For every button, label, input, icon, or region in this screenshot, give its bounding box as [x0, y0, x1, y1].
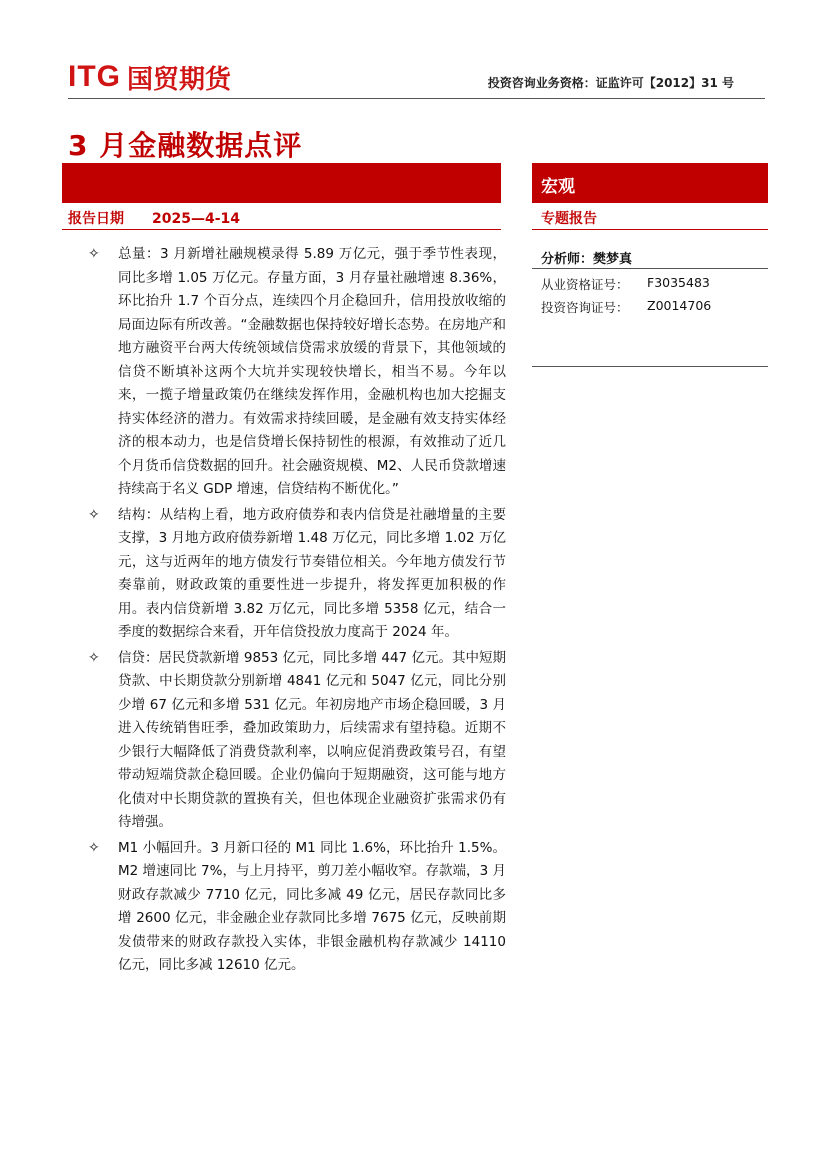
report-title: 3 月金融数据点评 [68, 129, 303, 162]
logo-itg-text: ITG [68, 60, 121, 93]
header-divider [68, 98, 765, 99]
cert2-label: 投资咨询证号： [541, 300, 629, 315]
diamond-bullet-icon: ✧ [88, 649, 100, 666]
sidebar-divider [532, 366, 768, 367]
diamond-bullet-icon: ✧ [88, 839, 100, 856]
category-label: 宏观 [541, 177, 575, 197]
cert1-label: 从业资格证号： [541, 277, 629, 292]
date-divider [62, 229, 501, 230]
report-date [68, 208, 240, 228]
report-date-value: 2025—4-14 [152, 211, 240, 227]
logo-company-name: 国贸期货 [127, 64, 232, 95]
diamond-bullet-icon: ✧ [88, 506, 100, 523]
report-body [86, 243, 506, 980]
bullet-item-structure [86, 504, 506, 645]
analyst-name: 分析师：樊梦真 [541, 252, 633, 267]
analyst-divider [532, 268, 768, 269]
type-divider [532, 229, 768, 230]
bullet-item-m1 [86, 837, 506, 978]
paragraph-m1: M1 小幅回升。3 月新口径的 M1 同比 1.6%，环比抬升 1.5%。M2 增速同比 7%，与上月持平，剪刀差小幅收窄。存款端，3 月财政存款减少 7710 亿元，同比多减 49 亿元，居民存款同比多增 2600 亿元，非金融企业存款同比多增 7675 亿元，反映前期发债带来的财政存款投入实体，非银金融机构存款减少 14110 亿元，同比多减 12610 亿元。 [118, 839, 506, 973]
bullet-item-credit [86, 647, 506, 835]
bullet-item-total [86, 243, 506, 502]
cert1-value: F3035483 [647, 275, 710, 290]
paragraph-structure: 结构：从结构上看，地方政府债券和表内信贷是社融增量的主要支撑，3 月地方政府债券新增 1.48 万亿元，同比多增 1.02 万亿元，这与近两年的地方债发行节奏错位相关。今年地方债发行节奏靠前，财政政策的重要性进一步提升，将发挥更加积极的作用。表内信贷新增 3.82 万亿元，同比多增 5358 亿元，结合一季度的数据综合来看，开年信贷投放力度高于 2024 年。 [118, 506, 506, 640]
company-logo [68, 60, 231, 94]
report-date-label: 报告日期 [68, 211, 124, 227]
title-bar-left [62, 163, 501, 203]
cert2-value: Z0014706 [647, 298, 712, 313]
diamond-bullet-icon: ✧ [88, 246, 100, 262]
paragraph-total: 总量：3 月新增社融规模录得 5.89 万亿元，强于季节性表现，同比多增 1.05 万亿元。存量方面，3 月存量社融增速 8.36%，环比抬升 1.7 个百分点，连续四个月企稳回升，信用投放收缩的局面边际有所改善。“金融数据也保持较好增长态势。在房地产和地方融资平台两大传统领域信贷需求放缓的背景下，其他领域的信贷不断填补这两个大坑并实现较快增长，相当不易。今年以来，一揽子增量政策仍在继续发挥作用，金融机构也加大挖掘支持实体经济的潜力。有效需求持续回暖，是金融有效支持实体经济的根本动力，也是信贷增长保持韧性的根源，有效推动了近几个月货币信贷数据的回升。社会融资规模、M2、人民币贷款增速持续高于名义 GDP 增速，信贷结构不断优化。” [118, 246, 506, 497]
qualification-text: 投资咨询业务资格：证监许可【2012】31 号 [487, 76, 734, 90]
cert-row-advisory [541, 298, 712, 316]
cert-row-qualification [541, 275, 710, 293]
paragraph-credit: 信贷：居民贷款新增 9853 亿元，同比多增 447 亿元。其中短期贷款、中长期贷款分别新增 4841 亿元和 5047 亿元，同比分别少增 67 亿元和多增 531 亿元。年初房地产市场企稳回暖，3 月进入传统销售旺季，叠加政策助力，后续需求有望持稳。近期不少银行大幅降低了消费贷款利率，以响应促消费政策号召，有望带动短端贷款企稳回暖。企业仍偏向于短期融资，这可能与地方化债对中长期贷款的置换有关，但也体现企业融资扩张需求仍有待增强。 [118, 649, 506, 830]
report-type: 专题报告 [541, 211, 597, 227]
